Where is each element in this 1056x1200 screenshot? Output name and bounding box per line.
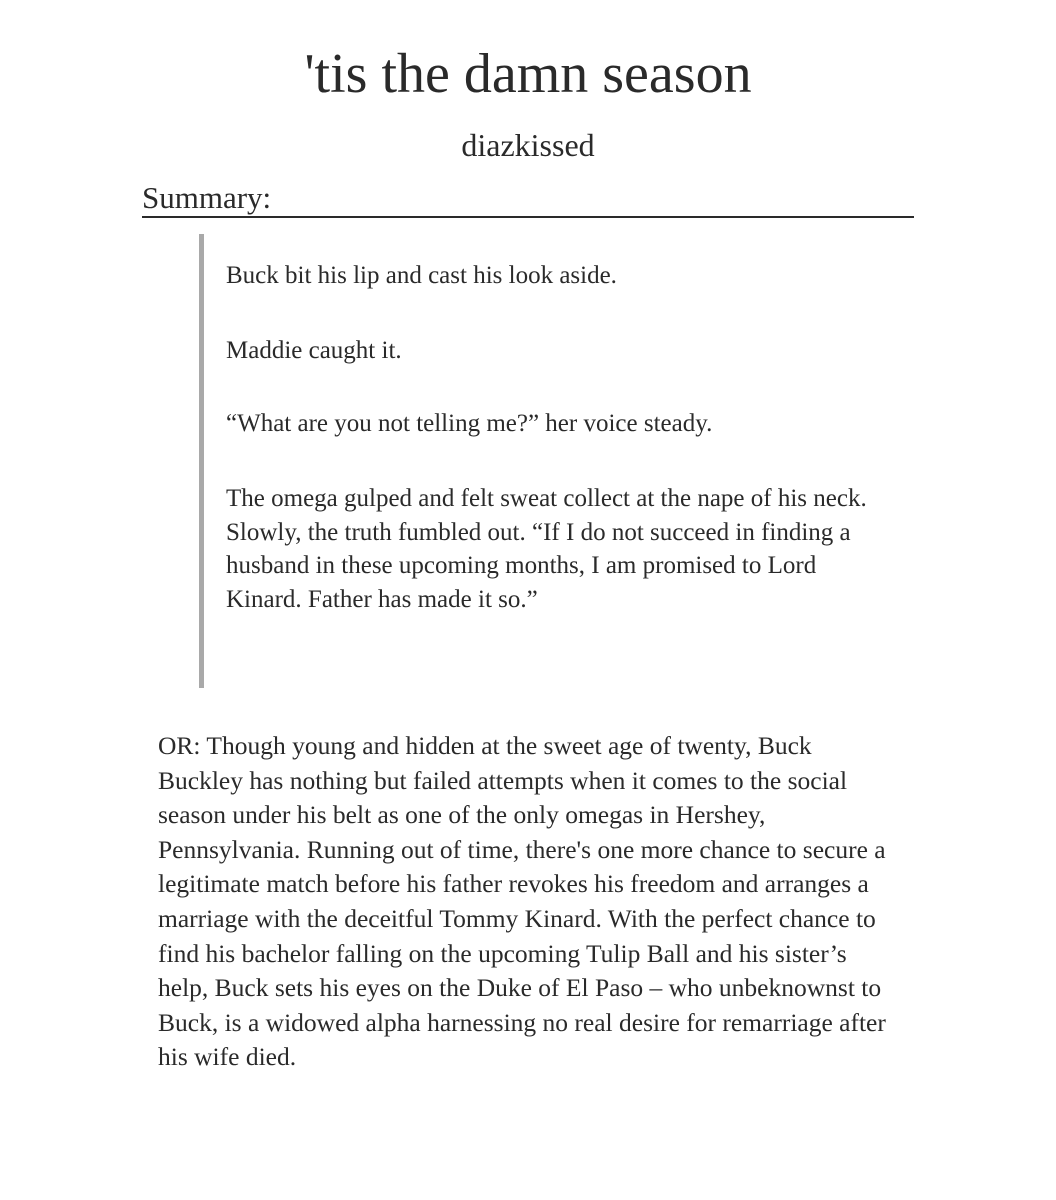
summary-heading: Summary: xyxy=(142,180,914,218)
blockquote-paragraph: “What are you not telling me?” her voice steady. xyxy=(226,410,713,437)
author-name: diazkissed xyxy=(461,127,595,163)
blockquote-paragraph: Maddie caught it. xyxy=(226,337,402,364)
blockquote-paragraph: The omega gulped and felt sweat collect at the nape of his neck. Slowly, the truth fumbled out. “If I do not succeed in finding a husband in these upcoming months, I am promised to Lord Kinard. Father has made it so.” xyxy=(226,485,867,613)
summary-blockquote xyxy=(199,234,884,688)
summary-or-paragraph: OR: Though young and hidden at the sweet age of twenty, Buck Buckley has nothing but failed attempts when it comes to the social season under his belt as one of the only omegas in Hershey, Pennsylvania. Running out of time, there's one more chance to secure a legitimate match before his father revokes his freedom and arranges a marriage with the deceitful Tommy Kinard. With the perfect chance to find his bachelor falling on the upcoming Tulip Ball and his sister’s help, Buck sets his eyes on the Duke of El Paso – who unbeknownst to Buck, is a widowed alpha harnessing no real desire for remarriage after his wife died. xyxy=(158,731,886,1072)
work-title: 'tis the damn season xyxy=(304,43,752,105)
blockquote-paragraph: Buck bit his lip and cast his look aside. xyxy=(226,262,617,289)
